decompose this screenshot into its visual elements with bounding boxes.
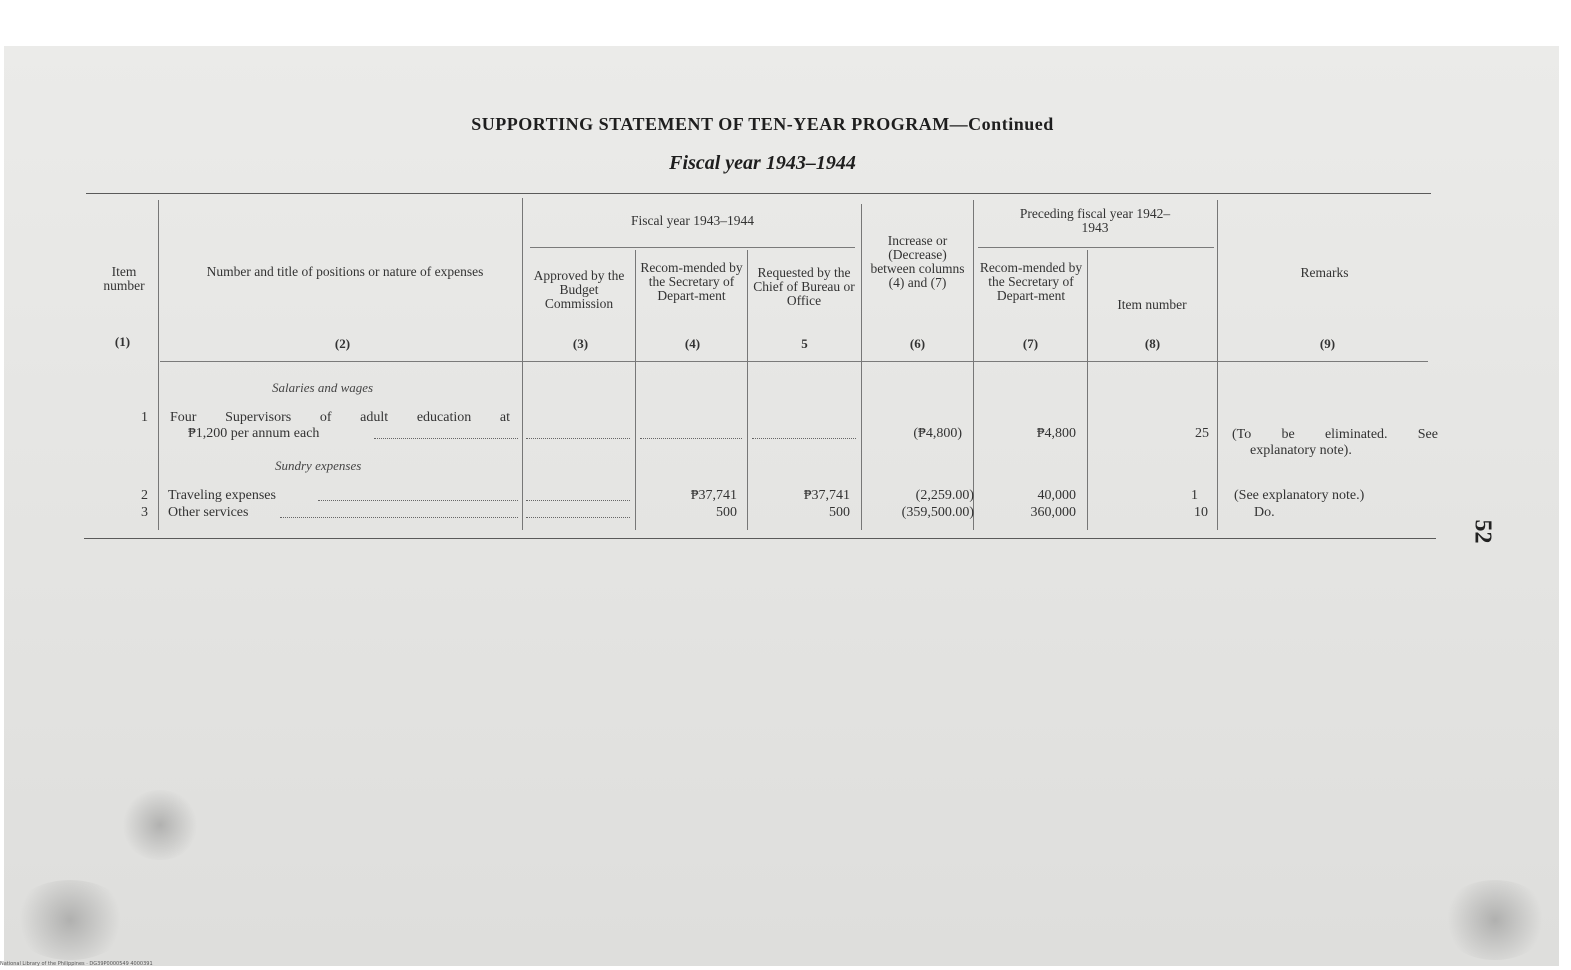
stain [1440, 880, 1550, 960]
row-prev-recommended: 40,000 [1037, 488, 1076, 503]
row-prev-recommended: 360,000 [1030, 505, 1076, 520]
stain [10, 880, 130, 960]
row-remarks: Do. [1254, 505, 1275, 520]
row-item-number: 1 [141, 410, 148, 425]
row-item-number: 2 [141, 488, 148, 503]
header-title: Number and title of positions or nature of expenses [206, 264, 484, 279]
column-number: (3) [572, 336, 589, 351]
document-title: SUPPORTING STATEMENT OF TEN-YEAR PROGRAM—Continued [471, 114, 1054, 134]
row-title: Four Supervisors of adult education at [170, 410, 510, 425]
dot-leader [526, 500, 630, 501]
table-bottom-rule [84, 538, 1436, 539]
document-subtitle: Fiscal year 1943–1944 [669, 152, 856, 174]
row-title: Other services [168, 505, 249, 520]
column-divider [635, 250, 636, 530]
header-increase-decrease: Increase or (Decrease) between columns (4) and (7) [870, 233, 965, 290]
column-divider [1217, 200, 1218, 530]
stain [120, 790, 200, 860]
column-number: (4) [684, 336, 701, 351]
row-remarks: explanatory note). [1250, 443, 1352, 458]
column-number: (1) [114, 334, 131, 349]
page-number: 52 [1469, 519, 1496, 544]
column-number: (7) [1022, 336, 1039, 351]
column-divider [747, 250, 748, 530]
row-recommended: ₱37,741 [690, 488, 737, 503]
row-remarks: (See explanatory note.) [1234, 488, 1365, 503]
section-label-salaries: Salaries and wages [272, 380, 374, 395]
row-prev-recommended: ₱4,800 [1036, 426, 1076, 441]
column-divider [973, 200, 974, 530]
column-divider [861, 204, 862, 530]
dot-leader [526, 517, 630, 518]
dot-leader [752, 438, 856, 439]
column-divider [522, 198, 523, 530]
scan-footer: National Library of the Philippines · DG39P0000549 4000391 [0, 961, 153, 967]
header-prev-item-number: Item number [1117, 297, 1187, 312]
group-header-preceding-year: Preceding fiscal year 1942–1943 [1019, 206, 1171, 235]
column-divider [158, 200, 159, 530]
header-bottom-rule [160, 361, 1428, 362]
fiscal-group-rule [530, 247, 855, 248]
column-number: (9) [1319, 336, 1336, 351]
row-recommended: 500 [716, 505, 737, 520]
table-top-rule [86, 193, 1431, 194]
column-number: 5 [801, 336, 808, 351]
row-increase-decrease: (359,500.00) [901, 505, 974, 520]
row-title: Traveling expenses [168, 488, 276, 503]
header-requested-chief: Requested by the Chief of Bureau or Office [753, 265, 855, 308]
header-remarks: Remarks [1300, 265, 1349, 280]
row-prev-item-number: 25 [1195, 426, 1209, 441]
dot-leader [640, 438, 742, 439]
dot-leader [526, 438, 630, 439]
dot-leader [374, 438, 518, 439]
row-requested: ₱37,741 [803, 488, 850, 503]
column-number: (8) [1144, 336, 1161, 351]
dot-leader [318, 500, 518, 501]
row-prev-item-number: 1 [1191, 488, 1198, 503]
column-number: (6) [909, 336, 926, 351]
header-item-number: Item number [103, 264, 145, 293]
section-label-sundry: Sundry expenses [275, 458, 362, 473]
header-prev-recommended: Recom-mended by the Secretary of Depart-ment [979, 260, 1083, 303]
row-increase-decrease: (₱4,800) [913, 426, 962, 441]
dot-leader [280, 517, 518, 518]
group-header-fiscal-year: Fiscal year 1943–1944 [631, 213, 754, 228]
header-approved-budget: Approved by the Budget Commission [533, 268, 625, 311]
column-number: (2) [334, 336, 351, 351]
header-recommended-secretary: Recom-mended by the Secretary of Depart-ment [640, 260, 743, 303]
row-remarks: (To be eliminated. See [1232, 427, 1438, 442]
column-divider [1087, 250, 1088, 530]
row-prev-item-number: 10 [1194, 505, 1208, 520]
preceding-group-rule [978, 247, 1214, 248]
row-title: ₱1,200 per annum each [188, 426, 320, 441]
row-requested: 500 [829, 505, 850, 520]
row-item-number: 3 [141, 505, 148, 520]
row-increase-decrease: (2,259.00) [915, 488, 974, 503]
